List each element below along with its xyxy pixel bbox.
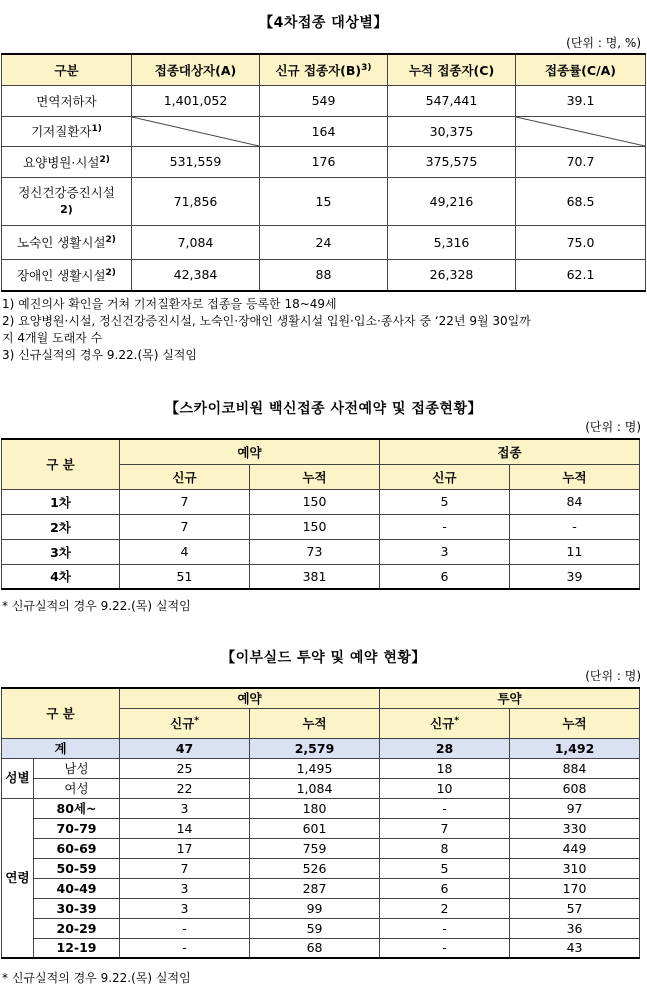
- table-row: [2, 838, 640, 858]
- sub-sup: *: [454, 715, 459, 726]
- row-label: 60-69: [34, 838, 120, 858]
- cell: 84: [510, 489, 640, 514]
- row-label: 20-29: [34, 918, 120, 938]
- row-label-sup: 2): [60, 202, 73, 216]
- cell: 73: [250, 539, 380, 564]
- table-row: [2, 758, 640, 778]
- row-label-sup: 1): [91, 123, 102, 134]
- cell: 150: [250, 514, 380, 539]
- row-label-sup: 2): [99, 154, 110, 165]
- table1-header-new-label: 신규 접종자(B): [275, 62, 362, 78]
- cell: 51: [120, 564, 250, 589]
- table1-header-rate: 접종률(C/A): [516, 54, 646, 85]
- cell: 287: [250, 878, 380, 898]
- table1-unit: (단위 : 명, %): [566, 36, 641, 50]
- row-label-text: 요양병원·시설: [23, 154, 100, 170]
- cell: 310: [510, 858, 640, 878]
- cell: -: [380, 938, 510, 958]
- note-3: 3) 신규실적의 경우 9.22.(목) 실적임: [2, 348, 197, 362]
- table-row: [2, 177, 646, 225]
- cell: 8: [380, 838, 510, 858]
- cell: 608: [510, 778, 640, 798]
- table2-sub-new: 신규: [380, 464, 510, 489]
- sub-sup: *: [194, 715, 199, 726]
- table1-header-category: 구분: [2, 54, 132, 85]
- cell-rate: 75.0: [516, 225, 646, 259]
- cell: 36: [510, 918, 640, 938]
- sex-group-label: 성별: [2, 758, 34, 798]
- table-row: [2, 878, 640, 898]
- note-1: 1) 예진의사 확인을 거쳐 기저질환자로 접종을 등록한 18~49세: [2, 297, 337, 311]
- cell: 7: [380, 818, 510, 838]
- row-label: [2, 225, 132, 259]
- cell: -: [380, 918, 510, 938]
- row-label-sup: 2): [105, 234, 116, 245]
- table3-sub-cumulative: 누적: [250, 708, 380, 738]
- table2-unit: (단위 : 명): [585, 420, 641, 434]
- table-row: [2, 564, 640, 589]
- table-row: [2, 85, 646, 116]
- table3-group-reservation: 예약: [120, 688, 380, 708]
- row-label: [2, 177, 132, 225]
- table3: [1, 687, 640, 959]
- table3-unit: (단위 : 명): [585, 669, 641, 683]
- table2-sub-new: 신규: [120, 464, 250, 489]
- row-label: 4차: [2, 564, 120, 589]
- cell-new: 15: [260, 177, 388, 225]
- row-label: 여성: [34, 778, 120, 798]
- cell: 59: [250, 918, 380, 938]
- cell: 39: [510, 564, 640, 589]
- cell-new: 549: [260, 85, 388, 116]
- table2-header-row: [2, 439, 640, 464]
- cell-new: 164: [260, 116, 388, 146]
- table2-note: * 신규실적의 경우 9.22.(목) 실적임: [2, 599, 191, 613]
- cell: 7: [120, 489, 250, 514]
- cell: 25: [120, 758, 250, 778]
- cell-target: 7,084: [132, 225, 260, 259]
- row-label: [2, 116, 132, 146]
- cell-target: 42,384: [132, 259, 260, 291]
- cell: 3: [120, 798, 250, 818]
- cell: -: [380, 514, 510, 539]
- cell: 170: [510, 878, 640, 898]
- cell: 2: [380, 898, 510, 918]
- cell-target: 71,856: [132, 177, 260, 225]
- cell: -: [510, 514, 640, 539]
- cell-rate: 39.1: [516, 85, 646, 116]
- table2-sub-cumulative: 누적: [510, 464, 640, 489]
- note-2: 2) 요양병원·시설, 정신건강증진시설, 노숙인·장애인 생활시설 입원·입소·종사자 중 ‘22년 9월 30일까: [2, 314, 531, 328]
- cell: 4: [120, 539, 250, 564]
- cell: 180: [250, 798, 380, 818]
- row-label-text: 장애인 생활시설: [17, 267, 106, 283]
- cell: 47: [120, 738, 250, 758]
- cell: 22: [120, 778, 250, 798]
- table-row: [2, 858, 640, 878]
- table-row: [2, 798, 640, 818]
- row-label-text: 정신건강증진시설: [18, 184, 115, 200]
- table-row: [2, 146, 646, 177]
- table3-title: 【이부실드 투약 및 예약 현황】: [221, 650, 426, 666]
- cell-cumulative: 5,316: [388, 225, 516, 259]
- row-label-sup: 2): [105, 267, 116, 278]
- cell: 150: [250, 489, 380, 514]
- cell-rate: 68.5: [516, 177, 646, 225]
- table1: [1, 53, 646, 292]
- cell: 5: [380, 489, 510, 514]
- cell-new: 88: [260, 259, 388, 291]
- cell: 5: [380, 858, 510, 878]
- row-label: 3차: [2, 539, 120, 564]
- table1-header-new-sup: 3): [361, 62, 372, 73]
- cell: 14: [120, 818, 250, 838]
- row-label: 80세~: [34, 798, 120, 818]
- table3-total-row: [2, 738, 640, 758]
- cell: 1,492: [510, 738, 640, 758]
- table-row: [2, 898, 640, 918]
- cell-cumulative: 49,216: [388, 177, 516, 225]
- cell: 2,579: [250, 738, 380, 758]
- cell: 526: [250, 858, 380, 878]
- table1-header-row: [2, 54, 646, 85]
- cell-new: 24: [260, 225, 388, 259]
- cell: 3: [380, 539, 510, 564]
- cell: 1,495: [250, 758, 380, 778]
- total-label: 계: [2, 738, 120, 758]
- table2-group-vaccination: 접종: [380, 439, 640, 464]
- cell: 759: [250, 838, 380, 858]
- row-label-text: 면역저하자: [36, 93, 97, 109]
- cell-new: 176: [260, 146, 388, 177]
- cell-cumulative: 547,441: [388, 85, 516, 116]
- sub-label: 신규: [430, 716, 455, 731]
- table1-notes: [2, 296, 531, 364]
- cell-target: 531,559: [132, 146, 260, 177]
- table3-corner: 구 분: [2, 688, 120, 738]
- row-label: 50-59: [34, 858, 120, 878]
- table3-header-row: [2, 688, 640, 708]
- cell: 449: [510, 838, 640, 858]
- cell: 381: [250, 564, 380, 589]
- table-row: [2, 514, 640, 539]
- table1-title: 【4차접종 대상별】: [259, 15, 388, 31]
- cell-cumulative: 30,375: [388, 116, 516, 146]
- row-label: 70-79: [34, 818, 120, 838]
- cell: 7: [120, 858, 250, 878]
- table-row: [2, 116, 646, 146]
- cell: 10: [380, 778, 510, 798]
- cell: 43: [510, 938, 640, 958]
- cell: 3: [120, 898, 250, 918]
- table2-corner: 구 분: [2, 439, 120, 489]
- table3-sub-new: [120, 708, 250, 738]
- table3-note: * 신규실적의 경우 9.22.(목) 실적임: [2, 971, 191, 985]
- cell: 7: [120, 514, 250, 539]
- row-label: 2차: [2, 514, 120, 539]
- cell: 601: [250, 818, 380, 838]
- cell: 18: [380, 758, 510, 778]
- cell-cumulative: 375,575: [388, 146, 516, 177]
- row-label: 40-49: [34, 878, 120, 898]
- diagonal-line: [132, 117, 259, 146]
- table1-header-cumulative: 누적 접종자(C): [388, 54, 516, 85]
- cell: 330: [510, 818, 640, 838]
- table1-header-target: 접종대상자(A): [132, 54, 260, 85]
- table2-title: 【스카이코비원 백신접종 사전예약 및 접종현황】: [165, 401, 482, 417]
- row-label-text: 노숙인 생활시설: [17, 235, 106, 250]
- cell: 6: [380, 878, 510, 898]
- table2-sub-cumulative: 누적: [250, 464, 380, 489]
- cell: 99: [250, 898, 380, 918]
- table-row: [2, 259, 646, 291]
- row-label: 1차: [2, 489, 120, 514]
- cell: 28: [380, 738, 510, 758]
- cell: 884: [510, 758, 640, 778]
- cell: 17: [120, 838, 250, 858]
- cell: -: [120, 918, 250, 938]
- table1-header-new: [260, 54, 388, 85]
- cell: -: [380, 798, 510, 818]
- row-label: 30-39: [34, 898, 120, 918]
- cell: 3: [120, 878, 250, 898]
- cell: 1,084: [250, 778, 380, 798]
- table-row: [2, 539, 640, 564]
- row-label: [2, 259, 132, 291]
- table-row: [2, 225, 646, 259]
- table-row: [2, 938, 640, 958]
- table3-group-dosing: 투약: [380, 688, 640, 708]
- table2-group-reservation: 예약: [120, 439, 380, 464]
- cell: 57: [510, 898, 640, 918]
- row-label: [2, 146, 132, 177]
- cell-rate-na: [516, 116, 646, 146]
- cell-target: 1,401,052: [132, 85, 260, 116]
- table3-sub-cumulative: 누적: [510, 708, 640, 738]
- table-row: [2, 818, 640, 838]
- table-row: [2, 918, 640, 938]
- cell-rate: 62.1: [516, 259, 646, 291]
- row-label-text: 기저질환자: [31, 124, 92, 139]
- diagonal-line: [516, 117, 645, 146]
- cell-cumulative: 26,328: [388, 259, 516, 291]
- cell: 97: [510, 798, 640, 818]
- row-label: 남성: [34, 758, 120, 778]
- cell: 6: [380, 564, 510, 589]
- table-row: [2, 778, 640, 798]
- sub-label: 신규: [170, 716, 195, 731]
- table2: [1, 438, 640, 590]
- cell-target-na: [132, 116, 260, 146]
- cell: 68: [250, 938, 380, 958]
- cell: -: [120, 938, 250, 958]
- table3-sub-new: [380, 708, 510, 738]
- cell-rate: 70.7: [516, 146, 646, 177]
- row-label: 12-19: [34, 938, 120, 958]
- age-group-label: 연령: [2, 798, 34, 958]
- note-2-cont: 지 4개월 도래자 수: [2, 331, 103, 345]
- cell: 11: [510, 539, 640, 564]
- table-row: [2, 489, 640, 514]
- row-label: [2, 85, 132, 116]
